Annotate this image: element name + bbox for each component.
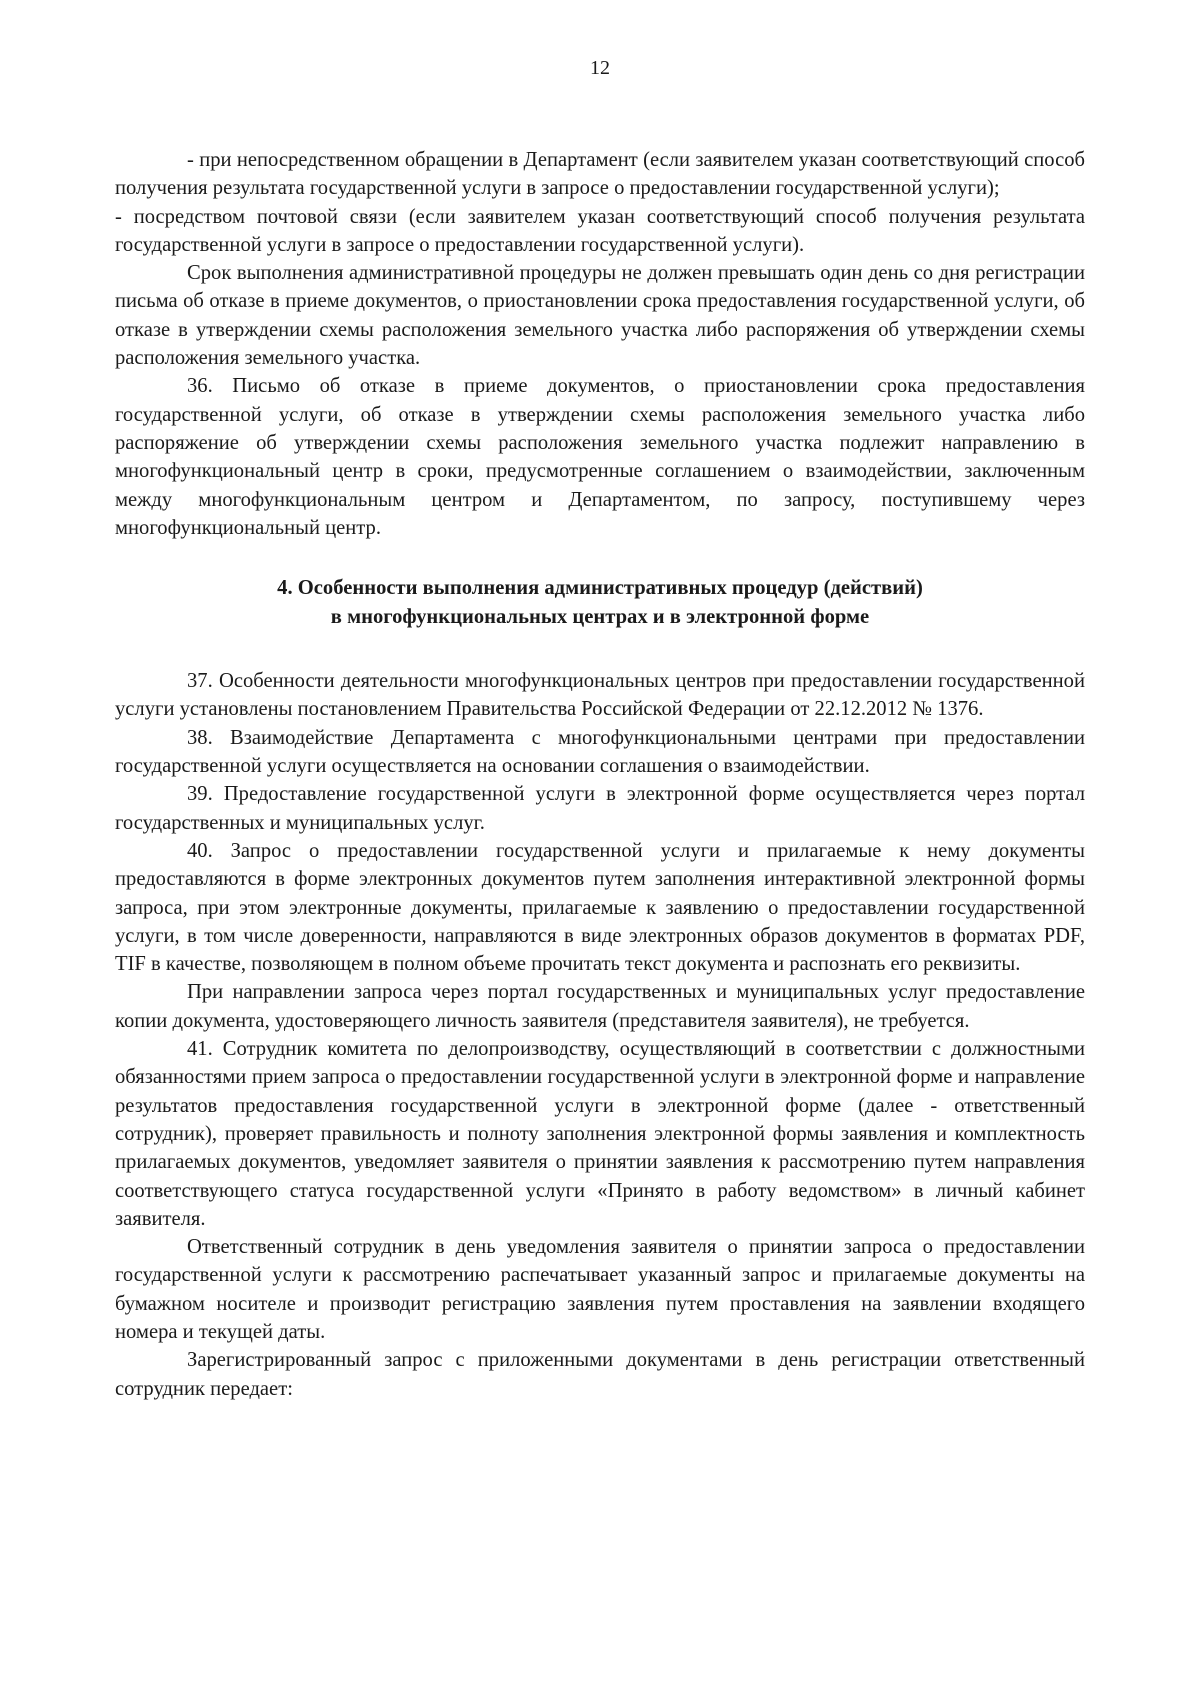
paragraph-portal-request: При направлении запроса через портал государственных и муниципальных услуг предоставление копии документа, удостоверяющего личность заявителя (представителя заявителя), не требуется. <box>115 981 1085 1032</box>
document-body <box>115 146 1085 1403</box>
paragraph-40: 40. Запрос о предоставлении государственной услуги и прилагаемые к нему документы предоставляются в форме электронных документов путем заполнения интерактивной электронной формы запроса, при этом электронные документы, прилагаемые к заявлению о предоставлении государственной услуги, в том числе доверенности, направляются в виде электронных образов документов в форматах PDF, TIF в качестве, позволяющем в полном объеме прочитать текст документа и распознать его реквизиты. <box>115 839 1085 976</box>
paragraph-registered-request: Зарегистрированный запрос с приложенными документами в день регистрации ответственный сотрудник передает: <box>115 1349 1085 1400</box>
paragraph-in-person: - при непосредственном обращении в Департамент (если заявителем указан соответствующий способ получения результата государственной услуги в запросе о предоставлении государственной услуги); <box>115 149 1085 200</box>
section-heading-line-2: в многофункциональных центрах и в электронной форме <box>330 606 870 629</box>
paragraph-37: 37. Особенности деятельности многофункциональных центров при предоставлении государственной услуги установлены постановлением Правительства Российской Федерации от 22.12.2012 № 1376. <box>115 670 1085 721</box>
paragraph-41: 41. Сотрудник комитета по делопроизводству, осуществляющий в соответствии с должностными обязанностями прием запроса о предоставлении государственной услуги в электронной форме и направление результатов предоставления государственной услуги в электронной форме (далее - ответственный сотрудник), проверяет правильность и полноту заполнения электронной формы заявления и комплектность прилагаемых документов, уведомляет заявителя о принятии заявления к рассмотрению путем направления соответствующего статуса государственной услуги «Принято в работу ведомством» в личный кабинет заявителя. <box>115 1038 1085 1230</box>
section-heading <box>115 574 1085 632</box>
paragraph-38: 38. Взаимодействие Департамента с многофункциональными центрами при предоставлении государственной услуги осуществляется на основании соглашения о взаимодействии. <box>115 726 1085 778</box>
paragraph-deadline: Срок выполнения административной процедуры не должен превышать один день со дня регистрации письма об отказе в приеме документов, о приостановлении срока предоставления государственной услуги, об отказе в утверждении схемы расположения земельного участка либо распоряжения об утверждении схемы расположения земельного участка. <box>115 262 1085 370</box>
section-heading-line-1: 4. Особенности выполнения административных процедур (действий) <box>277 577 923 600</box>
paragraph-36: 36. Письмо об отказе в приеме документов, о приостановлении срока предоставления государственной услуги, об отказе в утверждении схемы расположения земельного участка либо распоряжение об утверждении схемы расположения земельного участка подлежит направлению в многофункциональный центр в сроки, предусмотренные соглашением о взаимодействии, заключенным между многофункциональным центром и Департаментом, по запросу, поступившему через многофункциональный центр. <box>115 375 1085 539</box>
paragraph-by-post: - посредством почтовой связи (если заявителем указан соответствующий способ получения результата государственной услуги в запросе о предоставлении государственной услуги). <box>115 205 1085 256</box>
page-number: 12 <box>590 57 610 79</box>
paragraph-39: 39. Предоставление государственной услуги в электронной форме осуществляется через портал государственных и муниципальных услуг. <box>115 783 1085 834</box>
paragraph-responsible-employee: Ответственный сотрудник в день уведомления заявителя о принятии запроса о предоставлении государственной услуги к рассмотрению распечатывает указанный запрос и прилагаемые документы на бумажном носителе и производит регистрацию заявления путем проставления на заявлении входящего номера и текущей даты. <box>115 1236 1085 1343</box>
